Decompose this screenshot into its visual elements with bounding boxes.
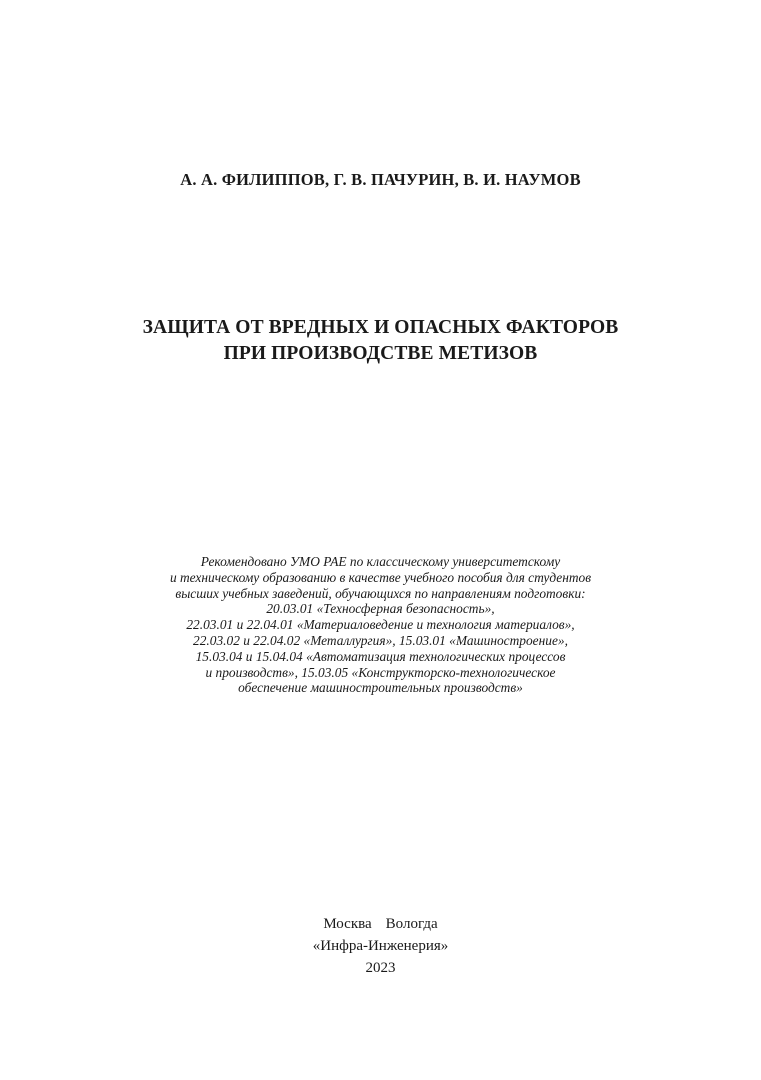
recommendation-line: 22.03.02 и 22.04.02 «Металлургия», 15.03.01 «Машиностроение»,	[193, 632, 568, 648]
imprint	[0, 913, 761, 979]
recommendation-line: 15.03.04 и 15.04.04 «Автоматизация технологических процессов	[195, 648, 566, 664]
book-title-line: ЗАЩИТА ОТ ВРЕДНЫХ И ОПАСНЫХ ФАКТОРОВ	[142, 317, 619, 338]
imprint-cities	[0, 913, 761, 935]
imprint-year: 2023	[365, 960, 396, 976]
imprint-city: Москва	[323, 916, 372, 932]
recommendation-line: Рекомендовано УМО РАЕ по классическому университетскому	[200, 554, 561, 569]
imprint-city: Вологда	[385, 916, 438, 932]
authors: А. А. ФИЛИППОВ, Г. В. ПАЧУРИН, В. И. НАУМОВ	[180, 170, 581, 189]
recommendation-line: 20.03.01 «Техносферная безопасность»,	[266, 601, 495, 617]
recommendation-line: и производств», 15.03.05 «Конструкторско-технологическое	[205, 664, 556, 680]
recommendation-note	[0, 554, 761, 696]
recommendation-line: обеспечение машиностроительных производств»	[238, 680, 523, 696]
imprint-publisher: «Инфра-Инженерия»	[312, 938, 449, 954]
recommendation-line: 22.03.01 и 22.04.01 «Материаловедение и технология материалов»,	[186, 617, 575, 633]
book-title-line: ПРИ ПРОИЗВОДСТВЕ МЕТИЗОВ	[223, 343, 538, 364]
recommendation-line: высших учебных заведений, обучающихся по направлениям подготовки:	[175, 585, 586, 601]
recommendation-line: и техническому образованию в качестве учебного пособия для студентов	[169, 569, 592, 585]
book-title	[0, 315, 761, 367]
